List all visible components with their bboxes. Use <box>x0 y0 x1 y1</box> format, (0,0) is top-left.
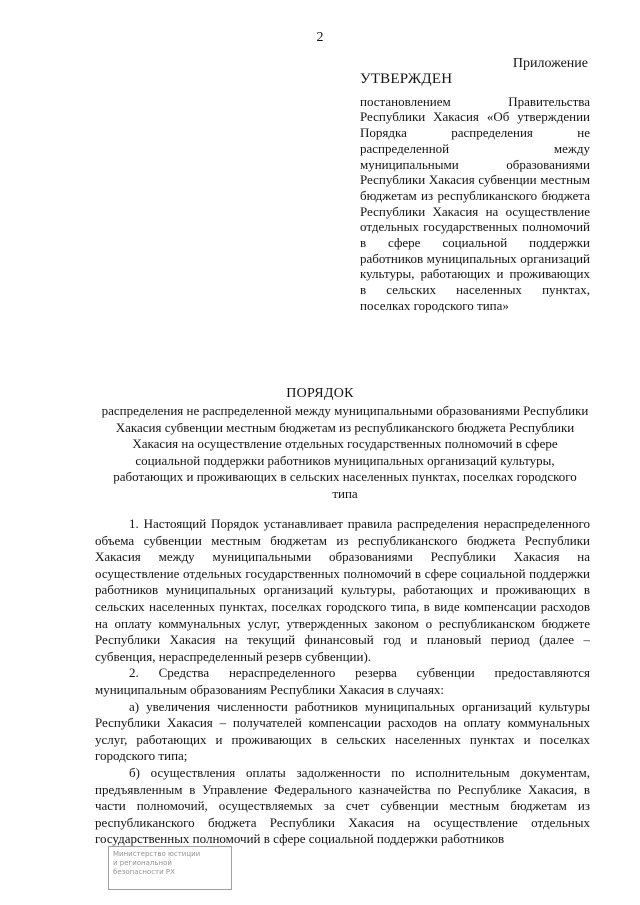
stamp-line-1: Министерство юстиции <box>113 850 201 858</box>
paragraph-2b: б) осуществления оплаты задолженности по исполнительным документам, предъявленным в Управление Федерального казначейства по Республике Хакасия, в части полномочий, осуществляемых за счет субвенции местным бюджетам из республиканского бюджета Республики Хакасия на осуществление отдельных государственных полномочий в сфере социальной поддержки работников <box>95 764 590 847</box>
document-body <box>95 516 590 848</box>
appendix-label: Приложение <box>512 56 588 71</box>
page-number: 2 <box>316 30 324 45</box>
registration-stamp <box>108 846 232 890</box>
paragraph-2: 2. Средства нераспределенного резерва субвенции предоставляются муниципальным образованиям Республики Хакасия в случаях: <box>95 665 590 697</box>
paragraph-1: 1. Настоящий Порядок устанавливает правила распределения нераспределенного объема субвенции местным бюджетам из республиканского бюджета Республики Хакасия между муниципальными образованиями Республики Хакасия на осуществление отдельных государственных полномочий в сфере социальной поддержки работников муниципальных организаций культуры, работающих и проживающих в сельских населенных пунктах, поселках городского типа, в виде компенсации расходов на оплату коммунальных услуг, утвержденных законом о республиканском бюджете Республики Хакасия на текущий финансовый год и плановый период (далее – субвенция, нераспределенный резерв субвенции). <box>95 516 590 664</box>
approval-heading: УТВЕРЖДЕН <box>360 71 453 87</box>
document-title: ПОРЯДОК <box>286 386 354 401</box>
approval-block <box>360 72 590 314</box>
stamp-line-2: и региональной <box>113 859 172 867</box>
document-subtitle: распределения не распределенной между муниципальными образованиями Республики Хакасия субвенции местным бюджетам из республиканского бюджета Республики Хакасия на осуществление отдельных государственных полномочий в сфере социальной поддержки работников муниципальных организаций культуры, работающих и проживающих в сельских населенных пунктах, поселках городского типа <box>101 403 589 501</box>
approval-text: постановлением Правительства Республики Хакасия «Об утверждении Порядка распределения не распределенной между муниципальными образованиями Республики Хакасия субвенции местным бюджетам из республиканского бюджета Республики Хакасия на осуществление отдельных государственных полномочий в сфере социальной поддержки работников муниципальных организаций культуры, работающих и проживающих в сельских населенных пунктах, поселках городского типа» <box>360 93 590 313</box>
paragraph-2a: а) увеличения численности работников муниципальных организаций культуры Республики Хакасия – получателей компенсации расходов на оплату коммунальных услуг, работающих и проживающих в сельских населенных пунктах и поселках городского типа; <box>95 698 590 764</box>
stamp-line-3: безопасности РХ <box>113 868 175 876</box>
